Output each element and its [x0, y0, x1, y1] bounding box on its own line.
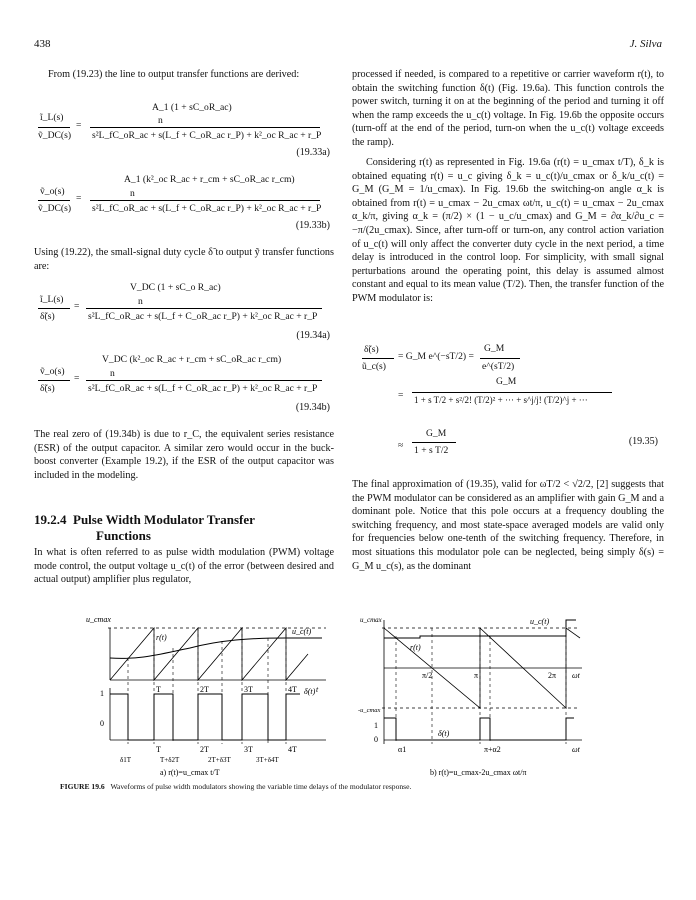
right-paragraph-1: processed if needed, is compared to a repetitive or carrier waveform r(t), to obtain the switching function δ(t) (Fig. 19.6a). This function controls the power switch, turning it on at the beginning of the period and turning it off when the ramp exceeds the u_c(t) voltage. In Fig. 19.6b the opposite occurs (turn-off at the end of the period, turn-on when the u_c(t) voltage exceeds the ramp).: [352, 69, 664, 148]
equation-19-34a: ĩ_L(s) δ̃(s) = V_DC (1 + sC_o R_ac) n s²L_fC_oR_ac + s(L_f + C_oR_ac r_P) + k²_oc R_ac + r_P (19.34a): [40, 282, 330, 341]
esr-zero-paragraph: The real zero of (19.34b) is due to r_C, the equivalent series resistance (ESR) of the output capacitor. A similar zero would occur in the buck-boost converter (Example 19.2), if the ESR of the output capacitor was included in the modeling.: [34, 429, 334, 481]
panel-a-delta-4: 3T+δ4T: [256, 756, 279, 764]
panel-b-delta-label: δ(t): [438, 729, 450, 738]
panel-b-neg-label: -u_cmax: [358, 707, 381, 714]
panel-b-wt-label: ωt: [572, 671, 580, 680]
panel-a-uc-curve: [110, 638, 322, 658]
panel-b-ylabel: u_cmax: [360, 616, 382, 624]
panel-a-tick-bot-2: 2T: [200, 745, 209, 754]
panel-b-alpha1: α1: [398, 745, 407, 754]
panel-a-zero: 0: [100, 719, 104, 728]
panel-a-r-label: r(t): [156, 633, 167, 642]
panel-a-tick-bot-4: 4T: [288, 745, 297, 754]
figure-caption: FIGURE 19.6 Waveforms of pulse width modulators showing the variable time delays of the modulator response.: [60, 782, 412, 791]
panel-b-delta-pulses: [384, 718, 574, 740]
intro-paragraph: From (19.23) the line to output transfer functions are derived:: [48, 69, 300, 80]
equation-19-33b: ṽ_o(s) ṽ_DC(s) = A_1 (k²_oc R_ac + r_cm + sC_oR_ac r_cm) n s²L_fC_oR_ac + s(L_f + C_oR_ac r_P) + k²_oc R_ac + r_P (19.33b): [38, 174, 330, 231]
panel-a-ylabel: u_cmax: [86, 615, 111, 624]
panel-a-uc-label: u_c(t): [292, 627, 312, 636]
panel-b-zero: 0: [374, 735, 378, 744]
panel-b-tick-2: π: [474, 671, 479, 680]
panel-b-r-label: r(t): [410, 643, 421, 652]
panel-a-one: 1: [100, 689, 104, 698]
panel-a-tick-bot-1: T: [156, 745, 161, 754]
panel-a-caption: a) r(t)=u_cmax t/T: [160, 768, 220, 777]
panel-a-delta-1: δ1T: [120, 756, 132, 764]
panel-b-dashed-verticals: [396, 628, 566, 744]
panel-a-delta-pulses: [110, 694, 300, 740]
panel-a-tick-top-4: 4T: [288, 685, 297, 694]
panel-a-labels: [86, 615, 319, 777]
equation-19-34b: ṽ_o(s) δ̃(s) = V_DC (k²_oc R_ac + r_cm + sC_oR_ac r_cm) n s²L_fC_oR_ac + s(L_f + C_oR_ac r_P) + k²_oc R_ac + r_P (19.34b): [40, 354, 330, 413]
panel-a-ramp: [110, 628, 308, 680]
running-head: J. Silva: [629, 38, 662, 50]
panel-b-labels: [358, 616, 581, 777]
duty-cycle-paragraph: Using (19.22), the small-signal duty cycle δ̃ to output ỹ transfer functions are:: [34, 247, 334, 272]
right-paragraph-2: Considering r(t) as represented in Fig. 19.6a (r(t) = u_cmax t/T), δ_k is obtained equating r(t) = u_c giving δ_k = u_c(t)/u_cmax or δ_k/u_c(t) = G_M (G_M = 1/u_cmax). In Fig. 19.6b the switching-on angle α_k is obtained from r(t) = u_cmax − 2u_cmax ωt/π, u_c(t) = u_cmax − 2u_cmax α_k/π, giving α_k = (π/2) × (1 − u_c/u_cmax) and G_M = ∂α_k/∂u_c = −π/(2u_cmax). Since, after turn-off or turn-on, any control action variation of u_c(t) will only affect the converter duty cycle in the next period, a time delay is introduced in the control loop. For simplicity, with small signal perturbations around the operating point, this delay is assumed almost constant and equal to its mean value (T/2). Then, the transfer function of the PWM modulator is:: [352, 157, 664, 304]
panel-a-delta-label: δ(t): [304, 687, 316, 696]
panel-b-tick-1: π/2: [422, 671, 433, 680]
panel-b-caption: b) r(t)=u_cmax-2u_cmax ωt/π: [430, 768, 527, 777]
page-number: 438: [34, 38, 51, 50]
panel-b-wt-bottom: ωt: [572, 745, 580, 754]
panel-b: [382, 620, 582, 744]
panel-a-tick-top-3: 3T: [244, 685, 253, 694]
section-heading: 19.2.4 Pulse Width Modulator Transfer Functions: [34, 512, 255, 543]
panel-b-one: 1: [374, 721, 378, 730]
panel-b-uc-label: u_c(t): [530, 617, 550, 626]
panel-a-tick-bot-3: 3T: [244, 745, 253, 754]
figure-19-6: [60, 608, 680, 778]
panel-a-tick-top-1: T: [156, 685, 161, 694]
equation-19-33a: ĩ_L(s) ṽ_DC(s) = A_1 (1 + sC_oR_ac) n s²L_fC_oR_ac + s(L_f + C_oR_ac r_P) + k²_oc R_ac + r_P (19.33a): [38, 102, 330, 158]
panel-a-tick-top-2: 2T: [200, 685, 209, 694]
panel-b-alpha2: π+α2: [484, 745, 501, 754]
right-paragraph-3: The final approximation of (19.35), valid for ωT/2 < √2/2, [2] suggests that the PWM modulator can be considered as an amplifier with gain G_M and a dominant pole. Notice that this pole occurs at a frequency doubling the switching frequency, and most state-space averaged models are valid only for frequencies below one-tenth of the switching frequency. Therefore, in most situations this modulator pole can be neglected, being simply δ(s) = G_M u_c(s), as the dominant: [352, 479, 664, 572]
panel-a-delta-3: 2T+δ3T: [208, 756, 231, 764]
panel-b-tick-3: 2π: [548, 671, 557, 680]
panel-a-t-label: t: [316, 685, 319, 694]
pwm-paragraph: In what is often referred to as pulse width modulation (PWM) voltage mode control, the output voltage u_c(t) of the error (between desired and actual output) amplifier plus regulator,: [34, 547, 334, 586]
panel-a-delta-2: T+δ2T: [160, 756, 180, 764]
equation-19-35: δ̃(s) ũ_c(s) = G_M e^(−sT/2) = G_M e^(sT/2) = G_M 1 + s T/2 + s²/2! (T/2)² + ··· + s^j/j! (T/2)^j + ··· ≈ G_M 1 + s T/2 (19.35): [362, 343, 658, 456]
